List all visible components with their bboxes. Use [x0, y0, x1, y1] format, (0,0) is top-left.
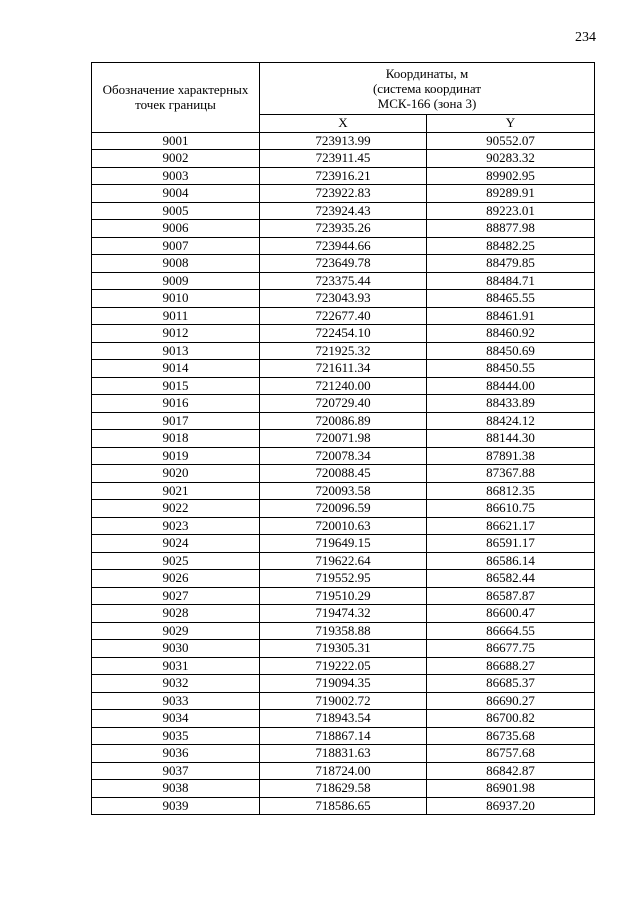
y-cell: 86591.17: [427, 535, 595, 553]
y-cell: 89223.01: [427, 202, 595, 220]
point-id-cell: 9034: [92, 710, 260, 728]
point-id-cell: 9016: [92, 395, 260, 413]
table-row: [92, 272, 595, 290]
table-row: [92, 237, 595, 255]
table-row: [92, 762, 595, 780]
y-cell: 88479.85: [427, 255, 595, 273]
y-cell: 89902.95: [427, 167, 595, 185]
y-cell: 86664.55: [427, 622, 595, 640]
y-cell: 90552.07: [427, 132, 595, 150]
table-row: [92, 517, 595, 535]
point-id-cell: 9006: [92, 220, 260, 238]
point-id-cell: 9009: [92, 272, 260, 290]
table-row: [92, 290, 595, 308]
x-cell: 723649.78: [260, 255, 427, 273]
table-row: [92, 220, 595, 238]
y-cell: 86735.68: [427, 727, 595, 745]
x-cell: 719305.31: [260, 640, 427, 658]
x-cell: 718586.65: [260, 797, 427, 815]
x-cell: 723916.21: [260, 167, 427, 185]
x-cell: 720729.40: [260, 395, 427, 413]
table-body: [92, 132, 595, 815]
x-cell: 723944.66: [260, 237, 427, 255]
page-number: 234: [575, 30, 596, 45]
y-cell: 86685.37: [427, 675, 595, 693]
table-row: [92, 780, 595, 798]
point-id-cell: 9039: [92, 797, 260, 815]
x-cell: 723924.43: [260, 202, 427, 220]
point-id-cell: 9028: [92, 605, 260, 623]
y-cell: 86688.27: [427, 657, 595, 675]
table-row: [92, 307, 595, 325]
point-id-cell: 9013: [92, 342, 260, 360]
x-cell: 718867.14: [260, 727, 427, 745]
point-id-cell: 9010: [92, 290, 260, 308]
x-cell: 721240.00: [260, 377, 427, 395]
y-cell: 86901.98: [427, 780, 595, 798]
x-cell: 720093.58: [260, 482, 427, 500]
point-id-cell: 9030: [92, 640, 260, 658]
table-row: [92, 622, 595, 640]
point-id-cell: 9007: [92, 237, 260, 255]
x-cell: 723043.93: [260, 290, 427, 308]
x-cell: 718831.63: [260, 745, 427, 763]
point-id-cell: 9038: [92, 780, 260, 798]
x-cell: 718629.58: [260, 780, 427, 798]
x-cell: 718724.00: [260, 762, 427, 780]
table-row: [92, 745, 595, 763]
table-row: [92, 150, 595, 168]
table-row: [92, 500, 595, 518]
table-row: [92, 587, 595, 605]
point-id-cell: 9005: [92, 202, 260, 220]
x-cell: 718943.54: [260, 710, 427, 728]
x-cell: 720086.89: [260, 412, 427, 430]
table-row: [92, 325, 595, 343]
x-cell: 719094.35: [260, 675, 427, 693]
x-cell: 719358.88: [260, 622, 427, 640]
table-row: [92, 255, 595, 273]
table-row: [92, 342, 595, 360]
point-id-cell: 9001: [92, 132, 260, 150]
point-label-header: Обозначение характерных точек границы: [92, 63, 260, 133]
x-cell: 720071.98: [260, 430, 427, 448]
point-id-cell: 9032: [92, 675, 260, 693]
y-cell: 88460.92: [427, 325, 595, 343]
y-cell: 86700.82: [427, 710, 595, 728]
point-id-cell: 9031: [92, 657, 260, 675]
table-row: [92, 482, 595, 500]
y-cell: 86677.75: [427, 640, 595, 658]
table-row: [92, 132, 595, 150]
x-column-header: X: [260, 115, 427, 133]
coordinates-header: [260, 63, 595, 115]
table-row: [92, 692, 595, 710]
x-cell: 723935.26: [260, 220, 427, 238]
y-cell: 86600.47: [427, 605, 595, 623]
table-row: [92, 447, 595, 465]
point-id-cell: 9004: [92, 185, 260, 203]
table-row: [92, 395, 595, 413]
y-cell: 86757.68: [427, 745, 595, 763]
point-id-cell: 9026: [92, 570, 260, 588]
point-id-cell: 9018: [92, 430, 260, 448]
table-row: [92, 570, 595, 588]
coordinates-header-line: МСК-166 (зона 3): [377, 96, 477, 111]
point-id-cell: 9024: [92, 535, 260, 553]
table-row: [92, 675, 595, 693]
table-row: [92, 640, 595, 658]
point-id-cell: 9003: [92, 167, 260, 185]
y-cell: 86586.14: [427, 552, 595, 570]
point-id-cell: 9036: [92, 745, 260, 763]
x-cell: 719002.72: [260, 692, 427, 710]
x-cell: 722677.40: [260, 307, 427, 325]
point-id-cell: 9027: [92, 587, 260, 605]
point-id-cell: 9015: [92, 377, 260, 395]
y-cell: 88877.98: [427, 220, 595, 238]
y-cell: 89289.91: [427, 185, 595, 203]
y-cell: 88424.12: [427, 412, 595, 430]
x-cell: 720088.45: [260, 465, 427, 483]
point-id-cell: 9029: [92, 622, 260, 640]
table-row: [92, 797, 595, 815]
y-cell: 88482.25: [427, 237, 595, 255]
y-cell: 86690.27: [427, 692, 595, 710]
x-cell: 719474.32: [260, 605, 427, 623]
y-cell: 87891.38: [427, 447, 595, 465]
table-row: [92, 377, 595, 395]
coordinates-table: [91, 62, 595, 815]
y-cell: 88461.91: [427, 307, 595, 325]
table-row: [92, 465, 595, 483]
x-cell: 720096.59: [260, 500, 427, 518]
x-cell: 719552.95: [260, 570, 427, 588]
point-id-cell: 9011: [92, 307, 260, 325]
table-row: [92, 552, 595, 570]
y-cell: 88433.89: [427, 395, 595, 413]
x-cell: 721611.34: [260, 360, 427, 378]
y-cell: 88484.71: [427, 272, 595, 290]
coordinates-header-line: Координаты, м: [385, 66, 469, 81]
y-cell: 90283.32: [427, 150, 595, 168]
y-cell: 88450.69: [427, 342, 595, 360]
y-cell: 86812.35: [427, 482, 595, 500]
point-id-cell: 9037: [92, 762, 260, 780]
table-row: [92, 167, 595, 185]
y-cell: 86582.44: [427, 570, 595, 588]
point-id-cell: 9021: [92, 482, 260, 500]
point-id-cell: 9035: [92, 727, 260, 745]
y-cell: 86937.20: [427, 797, 595, 815]
x-cell: 721925.32: [260, 342, 427, 360]
point-id-cell: 9017: [92, 412, 260, 430]
y-cell: 86610.75: [427, 500, 595, 518]
x-cell: 719649.15: [260, 535, 427, 553]
table-row: [92, 360, 595, 378]
y-column-header: Y: [427, 115, 595, 133]
point-id-cell: 9033: [92, 692, 260, 710]
table-row: [92, 657, 595, 675]
x-cell: 719622.64: [260, 552, 427, 570]
point-id-cell: 9025: [92, 552, 260, 570]
point-id-cell: 9020: [92, 465, 260, 483]
y-cell: 86587.87: [427, 587, 595, 605]
point-id-cell: 9022: [92, 500, 260, 518]
coordinates-header-line: (система координат: [372, 81, 482, 96]
point-id-cell: 9012: [92, 325, 260, 343]
y-cell: 86842.87: [427, 762, 595, 780]
table-row: [92, 605, 595, 623]
y-cell: 88450.55: [427, 360, 595, 378]
x-cell: 720010.63: [260, 517, 427, 535]
table-row: [92, 430, 595, 448]
point-id-cell: 9014: [92, 360, 260, 378]
x-cell: 723911.45: [260, 150, 427, 168]
table-row: [92, 535, 595, 553]
table-row: [92, 727, 595, 745]
y-cell: 88465.55: [427, 290, 595, 308]
table-row: [92, 710, 595, 728]
table-row: [92, 185, 595, 203]
x-cell: 719510.29: [260, 587, 427, 605]
y-cell: 88144.30: [427, 430, 595, 448]
x-cell: 722454.10: [260, 325, 427, 343]
x-cell: 723913.99: [260, 132, 427, 150]
point-id-cell: 9008: [92, 255, 260, 273]
x-cell: 723375.44: [260, 272, 427, 290]
y-cell: 88444.00: [427, 377, 595, 395]
point-id-cell: 9023: [92, 517, 260, 535]
table-row: [92, 202, 595, 220]
x-cell: 719222.05: [260, 657, 427, 675]
point-id-cell: 9019: [92, 447, 260, 465]
table-row: [92, 412, 595, 430]
point-id-cell: 9002: [92, 150, 260, 168]
table-header: [92, 63, 595, 133]
y-cell: 87367.88: [427, 465, 595, 483]
y-cell: 86621.17: [427, 517, 595, 535]
x-cell: 720078.34: [260, 447, 427, 465]
x-cell: 723922.83: [260, 185, 427, 203]
